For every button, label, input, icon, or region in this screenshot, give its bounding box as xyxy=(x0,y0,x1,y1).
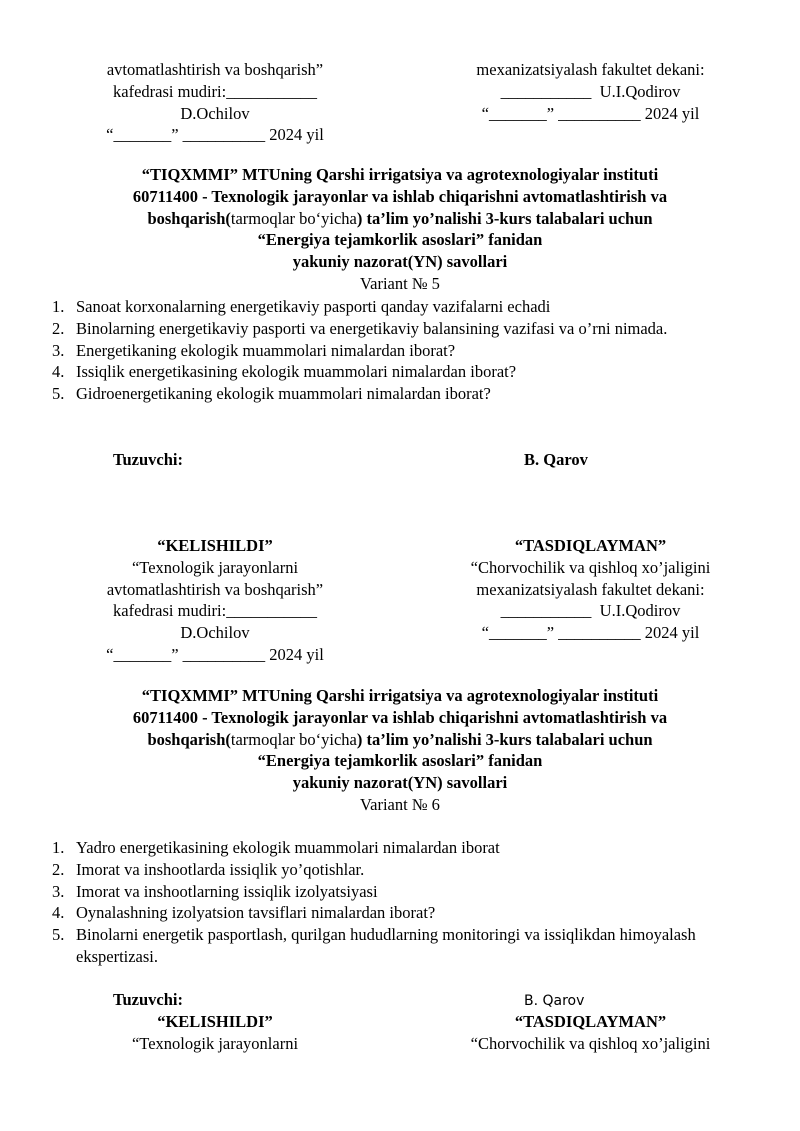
question-item: 4. Issiqlik energetikasining ekologik muammolari nimalardan iborat? xyxy=(52,362,517,382)
approval-line: ___________ U.I.Qodirov xyxy=(500,601,681,621)
question-item: 3. Imorat va inshootlarning issiqlik izolyatsiyasi xyxy=(52,881,378,901)
approval-line: “_______” __________ 2024 yil xyxy=(106,644,324,664)
question-item: 5. Gidroenergetikaning ekologik muammolari nimalardan iborat? xyxy=(52,384,491,404)
approval-line: “Chorvochilik va qishloq xo’jaligini xyxy=(470,557,711,577)
title-specialty: 60711400 - Texnologik jarayonlar va ishlab chiqarishni avtomatlashtirish va xyxy=(132,707,668,727)
title-exam-type: yakuniy nazorat(YN) savollari xyxy=(292,773,508,793)
approval-heading: “TASDIQLAYMAN” xyxy=(514,1012,667,1031)
approval-line: “Texnologik jarayonlarni xyxy=(131,1033,299,1053)
exam-title-variant6 xyxy=(40,685,760,816)
approval-line: “_______” __________ 2024 yil xyxy=(481,623,700,643)
approval-line: avtomatlashtirish va boshqarish” xyxy=(106,579,324,599)
question-item: 1. Yadro energetikasining ekologik muammolari nimalardan iborat xyxy=(52,838,500,857)
author-label: Tuzuvchi: xyxy=(113,990,183,1009)
approval-tasdiqlayman-top xyxy=(448,59,733,124)
approval-line: D.Ochilov xyxy=(180,103,250,123)
approval-line: D.Ochilov xyxy=(180,623,250,643)
question-list-variant6 xyxy=(52,837,732,968)
title-institute: “TIQXMMI” MTUning Qarshi irrigatsiya va agrotexnologiyalar instituti xyxy=(141,686,659,705)
approval-kelishildi-bottom xyxy=(75,1011,355,1055)
title-course: boshqarish(tarmoqlar bo‘yicha) ta’lim yo’nalishi 3-kurs talabalari uchun xyxy=(147,729,653,749)
title-subject: “Energiya tejamkorlik asoslari” fanidan xyxy=(257,751,543,771)
approval-tasdiqlayman xyxy=(448,535,733,644)
author-name: B. Qarov xyxy=(524,993,585,1009)
title-exam-type: yakuniy nazorat(YN) savollari xyxy=(292,252,508,272)
variant-number: Variant № 5 xyxy=(360,273,440,293)
approval-kelishildi xyxy=(75,535,355,666)
approval-kelishildi-top xyxy=(75,59,355,146)
approval-line: mexanizatsiyalash fakultet dekani: xyxy=(476,579,705,599)
question-item: 1. Sanoat korxonalarning energetikaviy pasporti qanday vazifalarni echadi xyxy=(52,297,551,316)
approval-line: “_______” __________ 2024 yil xyxy=(106,125,324,145)
question-item: 4. Oynalashning izolyatsion tavsiflari nimalardan iborat? xyxy=(52,903,436,923)
question-item: 2. Binolarning energetikaviy pasporti va energetikaviy balansining vazifasi va o’rni nimada. xyxy=(52,318,668,338)
title-course: boshqarish(tarmoqlar bo‘yicha) ta’lim yo’nalishi 3-kurs talabalari uchun xyxy=(147,208,653,228)
question-item: 2. Imorat va inshootlarda issiqlik yo’qotishlar. xyxy=(52,859,365,879)
approval-line: ___________ U.I.Qodirov xyxy=(500,81,681,101)
approval-heading: “KELISHILDI” xyxy=(157,536,273,555)
approval-line: “Texnologik jarayonlarni xyxy=(131,557,299,577)
title-institute: “TIQXMMI” MTUning Qarshi irrigatsiya va agrotexnologiyalar instituti xyxy=(141,165,659,184)
question-item: 3. Energetikaning ekologik muammolari nimalardan iborat? xyxy=(52,340,456,360)
approval-line: “Chorvochilik va qishloq xo’jaligini xyxy=(470,1033,711,1053)
variant-number: Variant № 6 xyxy=(360,794,440,814)
exam-title-variant5 xyxy=(40,164,760,295)
approval-heading: “TASDIQLAYMAN” xyxy=(514,536,667,555)
author-name: B. Qarov xyxy=(524,450,588,469)
approval-line: mexanizatsiyalash fakultet dekani: xyxy=(476,60,705,79)
approval-line: kafedrasi mudiri:___________ xyxy=(113,601,317,621)
author-label: Tuzuvchi: xyxy=(113,450,183,469)
approval-line: avtomatlashtirish va boshqarish” xyxy=(106,60,324,79)
question-list-variant5 xyxy=(52,296,732,405)
question-item: 5. Binolarni energetik pasportlash, qurilgan hududlarning monitoringi va issiqlikdan himoyalash ekspertizasi. xyxy=(52,925,696,966)
approval-tasdiqlayman-bottom xyxy=(448,1011,733,1055)
approval-heading: “KELISHILDI” xyxy=(157,1012,273,1031)
title-subject: “Energiya tejamkorlik asoslari” fanidan xyxy=(257,230,543,250)
approval-line: “_______” __________ 2024 yil xyxy=(481,103,700,123)
title-specialty: 60711400 - Texnologik jarayonlar va ishlab chiqarishni avtomatlashtirish va xyxy=(132,186,668,206)
approval-line: kafedrasi mudiri:___________ xyxy=(113,81,317,101)
